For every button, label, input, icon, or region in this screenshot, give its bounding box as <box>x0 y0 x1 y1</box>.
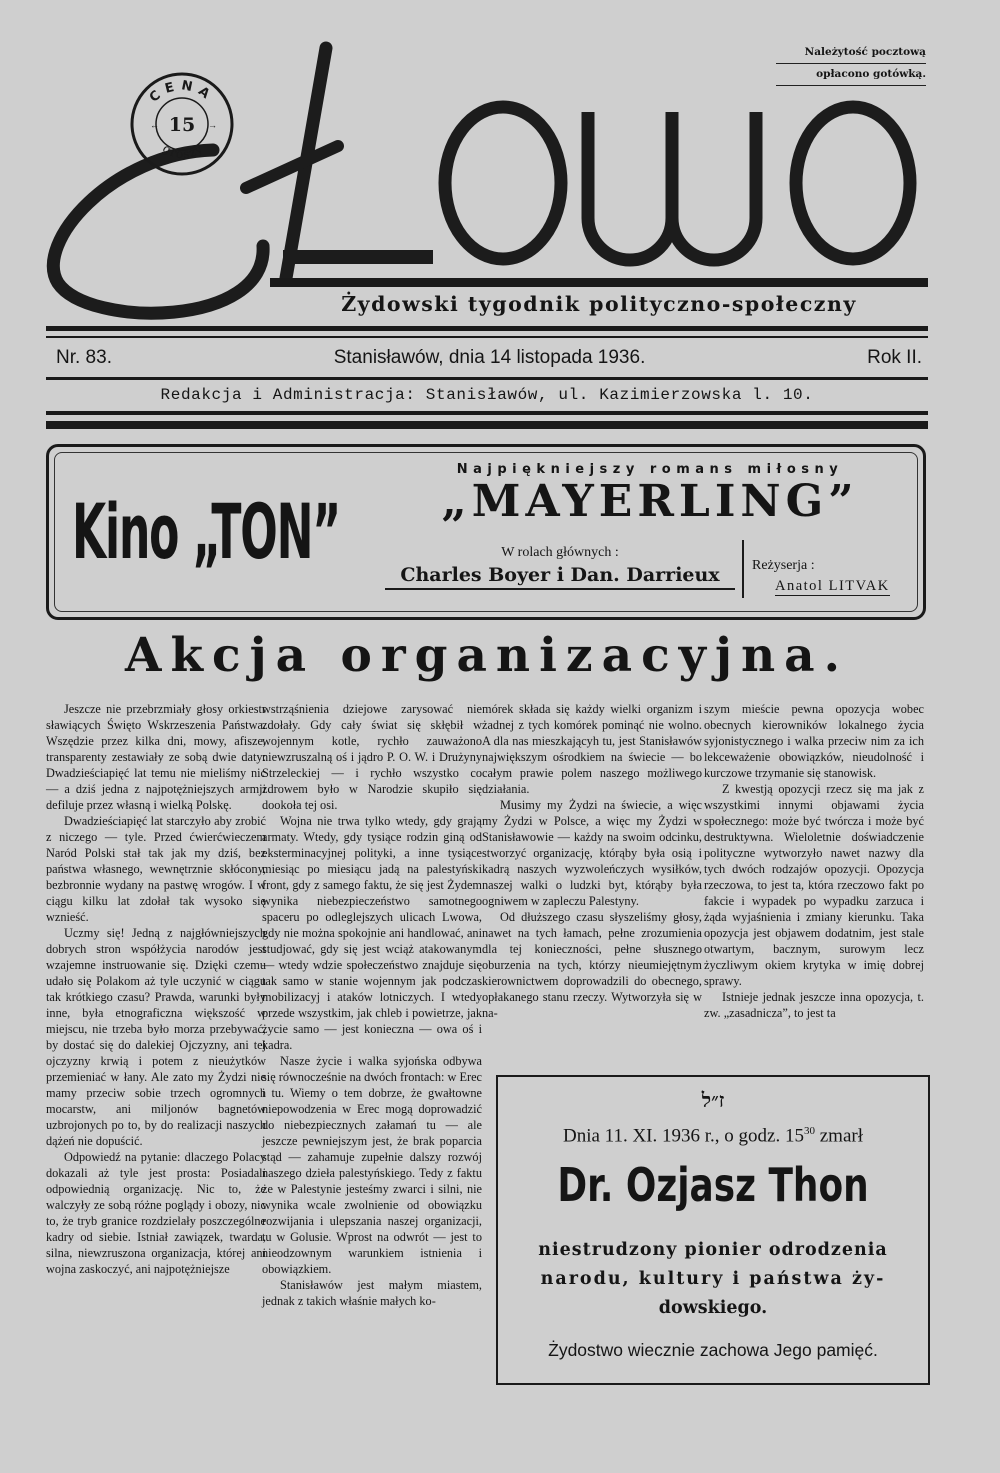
info-rule <box>46 377 928 380</box>
editorial-address: Redakcja i Administracja: Stanisławów, ul. Kazimierzowska l. 10. <box>160 386 814 404</box>
masthead-rule-2 <box>46 336 928 338</box>
ad-roles-label: W rolach głównych : <box>501 545 619 560</box>
issue-dateline: Stanisławów, dnia 14 listopada 1936. <box>333 347 646 368</box>
obituary-line-2: narodu, kultury i państwa ży- <box>540 1269 886 1289</box>
obituary-date-text: Dnia 11. XI. 1936 r., o godz. 15 <box>562 1125 804 1147</box>
stamp-top-text: CENA <box>146 78 218 106</box>
stamp-bottom-text: groszy <box>160 141 206 162</box>
obituary-hebrew: ז״ל <box>701 1090 725 1112</box>
paragraph: wstrząśnienia dziejowe zarysować nie zdołały. Gdy cały świat się skłębił w wojennym kotle, rychło zauważono niewzruszalną oś i jądro P. O. W. i Drużyny Strzeleckiej — i rychło wszystko co zdrowem było w Narodzie skupiło się dookoła tej osi. <box>262 702 482 812</box>
ad-director: Anatol LITVAK <box>775 578 890 594</box>
obituary-name: Dr. Ozjasz Thon <box>557 1158 869 1212</box>
postage-line-1: Należytość pocztową <box>776 42 926 64</box>
article-column-2 <box>262 701 482 1309</box>
ad-film-title: „MAYERLING” <box>441 476 859 527</box>
article-column-4 <box>704 701 924 1021</box>
obituary-date <box>496 1125 930 1147</box>
article-headline: Akcja organizacyjna. <box>125 628 849 683</box>
obituary-frame <box>496 1075 930 1385</box>
paragraph: Istnieje jednak jeszcze inna opozycja, t. zw. „zasadnicza”, to jest ta <box>704 990 924 1020</box>
article-column-1 <box>46 701 266 1277</box>
masthead-rule-1 <box>46 326 928 331</box>
paragraph: Jeszcze nie przebrzmiały głosy orkiestr sławiących Święto Wskrzeszenia Państwa. Wszędzie przez kilka dni, mowy, afisze, transparenty zestawiały ze sobą dwie daty: Dwadzieściapięć lat temu nie mieliśmy nic — a dziś jedna z najpotężniejszych armji defiluje przez własną i wielką Polskę. <box>46 702 266 812</box>
paragraph: Uczmy się! Jedną z najgłówniejszych dobrych stron współżycia narodów jest wzajemne instruowanie się. Dzięki czemu udało się Polakom aż tyle uczynić w ciągu tak krótkiego czasu? Prawda, warunki były inne, była etnograficzna większość w miejscu, nie trzeba było morza przebywać, by dostać się do dalekiej Ojczyzny, ani tej ojczyzny krwią i potem z nieużytków przemieniać w łany. Ale zato my Żydzi nie mamy przeciw sobie trzech ogromnych mocarstw, ani miljonów bagnetów uzbrojonych po to, by do realizacji naszych dążeń nie dopuścić. <box>46 926 266 1148</box>
ad-director-label: Reżyserja : <box>752 558 815 573</box>
issue-info-line <box>56 347 922 369</box>
paragraph: Dwadzieściapięć lat starczyło aby zrobić z niczego — tyle. Przed ćwierćwieczem Naród Polski stał tak jak my dziś, bez państwa własnego, wewnętrznie skłócony, bezbronnie wydany na pastwę wrogów. I w ciągu kilku lat zdołał tak wysoko się wznieść. <box>46 814 266 924</box>
postage-line-2: opłacono gotówką. <box>776 64 926 86</box>
ad-cast: Charles Boyer i Dan. Darrieux <box>385 564 735 590</box>
obituary-died: zmarł <box>819 1125 863 1147</box>
issue-number: Nr. 83. <box>56 347 112 368</box>
obituary-line-3: dowskiego. <box>658 1298 768 1318</box>
svg-text:→: → <box>208 120 217 130</box>
price-stamp <box>128 70 236 178</box>
masthead-rule-top <box>270 278 928 287</box>
ad-divider <box>742 540 744 598</box>
obituary-footer: Żydostwo wiecznie zachowa Jego pamięć. <box>548 1340 878 1360</box>
paragraph: Z kwestją opozycji rzecz się ma jak z wszystkimi innymi objawami życia społecznego: może być twórcza i może być destruktywna. Wieloletnie doświadczenie polityczne wytworzyło nawet nazwy dla tych dwóch rodzajów opozycji. Opozycja rzeczowa, to jest ta, która rzeczowo fakt po fakcie i wypadek po wypadku zarzuca i żąda wyjaśnienia i zmiany kierunku. Taka opozycja jest objawem dodatnim, jest stale otwartym, bacznym, surowym lecz życzliwym okiem krytyka w imię dobrej sprawy. <box>704 782 924 988</box>
address-rule-2 <box>46 421 928 429</box>
paragraph: Musimy my Żydzi na świecie, a więc my Żydzi w Polsce, a więc my Żydzi w Stanisławowie — każdy na swoim odcinku, stworzyć organizację, którąby była osią i kadrą naszych wyzwoleńczych wysiłków, naszej walki o ludzki byt, którąby była ogniwem w zapleczu Palestyny. <box>482 798 702 908</box>
issue-year: Rok II. <box>867 347 922 368</box>
paragraph: mórek składa się każdy wielki organizm i żadnej z tych komórek pominąć nie wolno. A dla nas mieszkającyh tu, jest Stanisławów największym ośrodkiem na świecie — bo całym prawie polem naszego możliwego działania. <box>482 702 702 796</box>
paragraph: Nasze życie i walka syjońska odbywa się równocześnie na dwóch frontach: w Erec i tu. Wiemy o tem dobrze, że gwałtowne niepowodzenia w Erec mogą doprowadzić do niebezpiecznych załamań tu — ale jeszcze pewniejszym jest, że brak poparcia stąd — zahamuje zupełnie dalszy rozwój naszego dzieła palestyńskiego. Tedy z faktu że w Palestynie jesteśmy zwarci i silni, nie wynika wcale zwolnienie od obowiązku rozwijania i ulepszania naszej organizacji, tu w Golusie. Wprost na odwrót — jest to nieodzownym warunkiem istnienia i obowiązkiem. <box>262 1054 482 1276</box>
svg-text:CENA <box>147 78 217 105</box>
ad-tagline: Najpiękniejszy romans miłosny <box>456 462 844 477</box>
paragraph: Od dłuższego czasu słyszeliśmy głosy, nawet na tych łamach, pełne zrozumienia dla tej konieczności, pełne słusznego oburzenia na tych, którzy nieumiejętnym kierownictwem doprowadzili do obecnego, opłakanego stanu rzeczy. Wytworzyła się w na- <box>482 910 702 1020</box>
paragraph: Wojna nie trwa tylko wtedy, gdy grają armaty. Wtedy, gdy tysiące rodzin giną od eksterminacyjnej polityki, a inne tysiące miesiąc po miesiącu jadą na palestyński front, gdy z samego faktu, że się jest Żydem wynika niebezpieczeństwo samotnego spaceru po odleglejszych ulicach Lwowa, gdy nie można spokojnie ani handlować, ani studjować, gdy się jest wciąż atakowanym — wtedy wdzie społeczeństwo znajduje się tak samo w stanie wojennym jak podczas mobilizacyj i ataków lotniczych. I wtedy przede wszystkim, jak chleb i powietrze, jak życie samo — jest konieczna — owa oś i kadra. <box>262 814 482 1052</box>
article-column-3 <box>482 701 702 1067</box>
paragraph: Stanisławów jest małym miastem, jednak z takich właśnie małych ko- <box>262 1278 482 1308</box>
paragraph: Odpowiedź na pytanie: dlaczego Polacy dokazali aż tyle jest prosta: Posiadali odpowiednią organizację. Nic to, że walczyły ze sobą różne poglądy i obozy, nic to, że tryb granice rozdzielały poszczególne kadry od siebie. Istniał zawiązek, twarda, silna, niewzruszona organizacja, której ani wojna zaskoczyć, ani najpotężniejsze <box>46 1150 266 1276</box>
obituary-line-1: niestrudzony pionier odrodzenia <box>538 1240 888 1260</box>
svg-text:groszy <box>160 141 206 161</box>
stamp-value: 15 <box>168 114 196 136</box>
address-rule-1 <box>46 411 928 415</box>
masthead-subtitle: Żydowski tygodnik polityczno-społeczny <box>341 292 857 316</box>
obituary-time-minutes: 30 <box>803 1125 815 1137</box>
svg-text:←: ← <box>150 120 159 130</box>
cinema-name: Kino „TON” <box>72 487 341 576</box>
paragraph: szym mieście pewna opozycja wobec obecnych kierowników lokalnego życia syjonistycznego i walka przeciw nim za ich lekceważenie obowiązków, nieudolność i kurczowe trzymanie się stanowisk. <box>704 702 924 780</box>
